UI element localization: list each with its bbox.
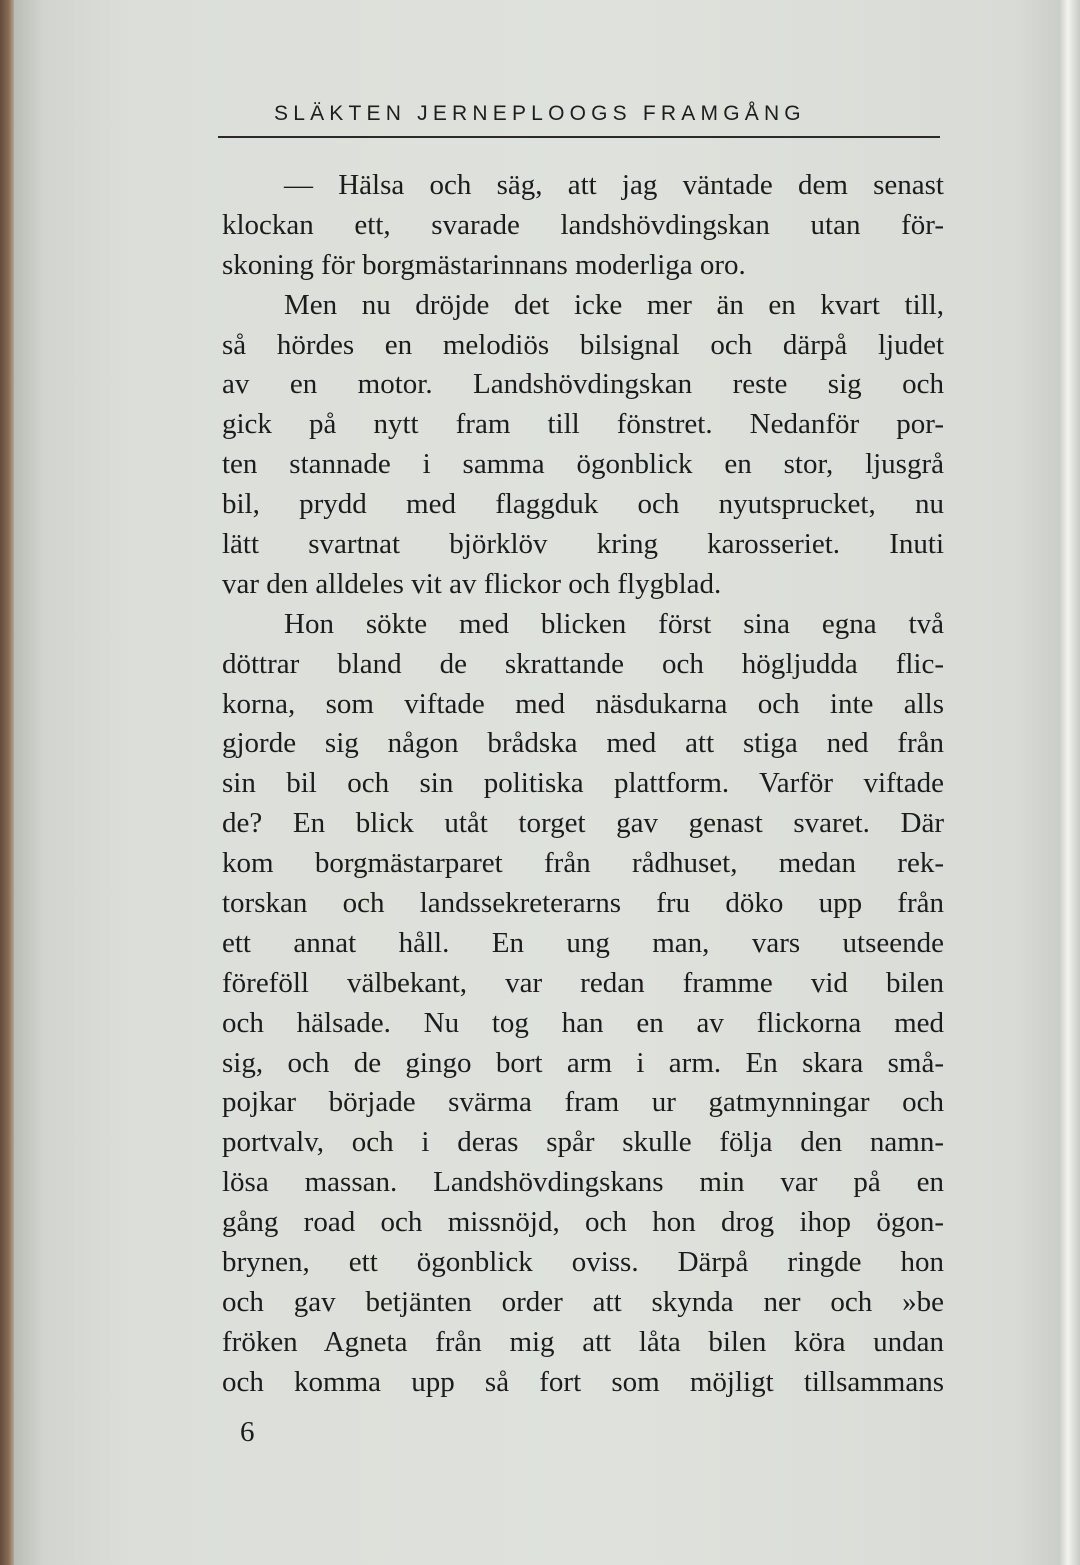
text-line: ett annat håll. En ung man, vars utseende (222, 926, 944, 959)
text-line: korna, som viftade med näsdukarna och inte alls (222, 687, 944, 720)
text-line: skoning för borgmästarinnans moderliga oro. (222, 248, 746, 281)
page-number: 6 (240, 1416, 255, 1448)
text-line: pojkar började svärma fram ur gatmynningar och (222, 1086, 944, 1119)
text-line: — Hälsa och säg, att jag väntade dem senast (284, 169, 944, 201)
book-spine-edge (0, 0, 14, 1565)
running-head-title: SLÄKTEN JERNEPLOOGS FRAMGÅNG (274, 102, 806, 125)
text-line: lätt svartnat björklöv kring karosseriet. Inuti (222, 528, 944, 561)
text-line: gång road och missnöjd, och hon drog ihop ögon- (222, 1206, 944, 1239)
text-line: sin bil och sin politiska plattform. Varför viftade (222, 767, 944, 800)
text-line: döttrar bland de skrattande och högljudda flic- (222, 647, 944, 680)
text-line: Men nu dröjde det icke mer än en kvart till, (284, 288, 944, 321)
text-line: ten stannade i samma ögonblick en stor, ljusgrå (222, 448, 944, 481)
running-head-rule (218, 136, 940, 138)
text-line: torskan och landssekreterarns fru döko upp från (222, 887, 944, 920)
text-line: föreföll välbekant, var redan framme vid bilen (222, 966, 944, 999)
page-stack-edge (1060, 0, 1080, 1565)
text-line: de? En blick utåt torget gav genast svaret. Där (222, 807, 944, 840)
text-line: fröken Agneta från mig att låta bilen köra undan (222, 1325, 944, 1358)
text-line: Hon sökte med blicken först sina egna två (284, 607, 944, 640)
text-line: var den alldeles vit av flickor och flygblad. (222, 567, 722, 600)
running-head (218, 100, 938, 140)
text-line: brynen, ett ögonblick oviss. Därpå ringde hon (222, 1246, 944, 1279)
text-line: sig, och de gingo bort arm i arm. En skara små- (222, 1046, 944, 1079)
text-line: och gav betjänten order att skynda ner och »be (222, 1285, 944, 1318)
text-line: och hälsade. Nu tog han en av flickorna med (222, 1006, 944, 1039)
body-text (222, 166, 944, 1403)
text-line: kom borgmästarparet från rådhuset, medan rek- (222, 847, 944, 880)
text-line: och komma upp så fort som möjligt tillsammans (222, 1365, 944, 1398)
text-line: bil, prydd med flaggduk och nyutsprucket, nu (222, 488, 944, 521)
text-line: portvalv, och i deras spår skulle följa den namn- (222, 1126, 944, 1159)
text-line: lösa massan. Landshövdingskans min var på en (222, 1166, 944, 1199)
text-line: klockan ett, svarade landshövdingskan utan för- (222, 208, 944, 241)
text-line: av en motor. Landshövdingskan reste sig och (222, 368, 944, 401)
text-line: så hördes en melodiös bilsignal och därpå ljudet (222, 328, 944, 361)
text-line: gjorde sig någon brådska med att stiga ned från (222, 727, 944, 760)
text-line: gick på nytt fram till fönstret. Nedanför por- (222, 408, 944, 441)
